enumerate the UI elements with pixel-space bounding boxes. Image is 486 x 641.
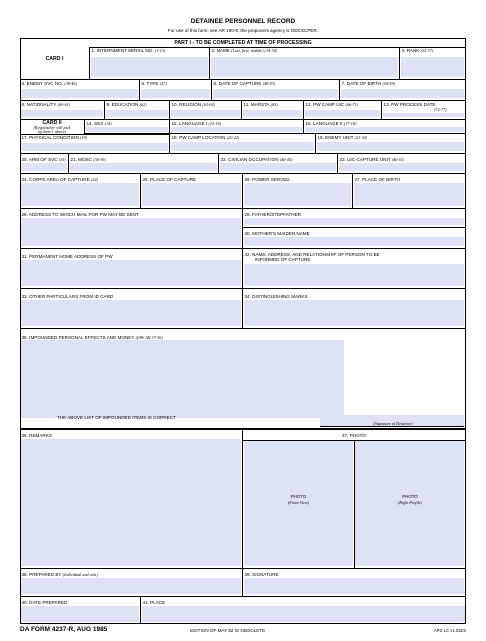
field-41[interactable] xyxy=(141,597,466,624)
field-20-label: 20. ARM OF SVC xyxy=(21,157,58,162)
field-17[interactable] xyxy=(20,134,170,154)
field-38-label: 38. PREPARED BY xyxy=(21,572,62,577)
field-37-label: 37. PHOTO xyxy=(342,433,366,438)
field-6[interactable] xyxy=(212,80,340,101)
field-35[interactable] xyxy=(20,329,466,429)
photo-right-caption: (Right Profile) xyxy=(397,499,423,505)
field-11-ref: (65) xyxy=(270,102,278,107)
card-2-note-2: up Item 1 above) xyxy=(37,128,67,134)
photo-front-label: PHOTO xyxy=(290,494,307,499)
field-22[interactable] xyxy=(219,154,338,174)
card-1-label: CARD I xyxy=(45,56,64,62)
field-23[interactable] xyxy=(338,154,466,174)
field-20-ref: (35) xyxy=(58,157,66,162)
field-25-label: 25. PLACE OF CAPTURE xyxy=(142,177,197,182)
field-27[interactable] xyxy=(353,174,466,209)
field-30-label: 30. MOTHER'S MAIDEN NAME xyxy=(244,231,310,236)
field-7-label: 7. DATE OF BIRTH xyxy=(341,81,382,86)
field-9-label: 9. EDUCATION xyxy=(106,102,139,107)
field-32-label: 32. NAME, ADDRESS, AND RELATIONSHIP OF PERSON TO BE xyxy=(244,252,380,257)
field-12-label: 12. PW CAMP UIC xyxy=(305,102,345,107)
field-1-ref: (1-13) xyxy=(154,48,166,53)
field-4-ref: (38-46) xyxy=(64,81,77,86)
field-33[interactable] xyxy=(20,289,243,329)
field-5-ref: (47) xyxy=(159,81,167,86)
field-8-label: 8. NATIONALITY xyxy=(21,102,57,107)
card-2-label: CARD II xyxy=(42,119,62,126)
field-22-ref: (40-45) xyxy=(279,157,293,162)
field-41-label: 41. PLACE xyxy=(142,600,166,605)
field-12[interactable] xyxy=(304,101,382,120)
field-15-ref: (15-16) xyxy=(208,121,222,126)
field-14-ref: (14) xyxy=(104,121,112,126)
field-13[interactable] xyxy=(382,101,466,120)
field-21-label: 21. MOSC xyxy=(70,157,92,162)
field-13-ref: (72-77) xyxy=(434,107,447,112)
field-20[interactable] xyxy=(20,154,69,174)
field-17-ref: (19) xyxy=(80,135,88,140)
version-note: APD LC v1.01ES xyxy=(433,628,466,633)
field-7[interactable] xyxy=(340,80,466,101)
field-10-label: 10. RELIGION xyxy=(171,102,202,107)
field-39-label: 39. SIGNATURE xyxy=(244,572,279,577)
field-11[interactable] xyxy=(242,101,304,120)
field-22-label: 22. CIVILIAN OCCUPATION xyxy=(220,157,279,162)
field-1-label: 1. INTERNMENT SERIAL NO. xyxy=(91,48,154,53)
field-4-label: 4. ENEMY SVC NO. xyxy=(21,81,64,86)
field-8-ref: (60-61) xyxy=(57,102,71,107)
field-8[interactable] xyxy=(20,101,105,120)
field-12-ref: (66-71) xyxy=(345,102,359,107)
field-6-ref: (48-53) xyxy=(262,81,276,86)
photo-right-label: PHOTO xyxy=(402,494,418,499)
field-3-ref: (35-37) xyxy=(420,48,434,53)
form-number: DA FORM 4237-R, AUG 1985 xyxy=(20,626,108,633)
field-17-label: 17. PHYSICAL CONDITION xyxy=(21,135,79,140)
form-page xyxy=(20,14,466,634)
field-24-label: 24. CORPS AREA OF CAPTURE xyxy=(21,177,90,182)
field-3[interactable] xyxy=(400,47,466,80)
field-23-label: 23. UIC-CAPTURE UNIT xyxy=(339,157,391,162)
field-16-ref: (17-18) xyxy=(343,121,357,126)
field-31[interactable] xyxy=(20,249,243,289)
field-32[interactable] xyxy=(243,249,466,289)
field-14-label: 14. SEX xyxy=(86,121,104,126)
field-37 xyxy=(243,429,466,569)
edition-note: EDITION OF MAY 82 IS OBSOLETE xyxy=(190,628,266,633)
field-13-label: 13. PW PROCESS DATE xyxy=(383,102,436,107)
field-15[interactable] xyxy=(170,120,304,134)
form-subtitle: For use of this form, see AR 190-8; the proponent agency is ODCSCPER. xyxy=(167,28,319,33)
field-10[interactable] xyxy=(170,101,242,120)
field-4[interactable] xyxy=(20,80,140,101)
field-16-label: 16. LANGUAGE II xyxy=(305,121,343,126)
field-38[interactable] xyxy=(20,569,243,597)
field-15-label: 15. LANGUAGE I xyxy=(171,121,208,126)
part-header: PART I - TO BE COMPLETED AT TIME OF PROCESSING xyxy=(174,40,312,46)
form-title: DETAINEE PERSONNEL RECORD xyxy=(190,18,296,25)
field-18-label: 18. PW CAMP LOCATION xyxy=(171,135,226,140)
field-14[interactable] xyxy=(85,120,170,134)
field-29[interactable] xyxy=(243,209,466,228)
card-2-note-1: (Keypuncher will pick xyxy=(33,124,71,130)
field-28[interactable] xyxy=(20,209,243,249)
field-24[interactable] xyxy=(20,174,141,209)
field-21[interactable] xyxy=(69,154,219,174)
field-7-ref: (54-59) xyxy=(382,81,395,86)
field-6-label: 6. DATE OF CAPTURE xyxy=(213,81,262,86)
field-38-ref: (Individual and unit) xyxy=(62,572,98,577)
field-10-ref: (63-64) xyxy=(202,102,215,107)
field-33-label: 33. OTHER PARTICULARS FROM ID CARD xyxy=(21,294,114,299)
card-2-cell xyxy=(20,120,85,134)
field-26[interactable] xyxy=(243,174,353,209)
photo-front-caption: (Front View) xyxy=(287,499,310,505)
field-36-label: 36. REMARKS xyxy=(21,433,52,438)
field-18[interactable] xyxy=(170,134,316,154)
card-1-cell xyxy=(20,47,90,80)
field-32-label-2: INFORMED OF CAPTURE xyxy=(255,257,311,262)
field-31-label: 31. PERMANENT HOME ADDRESS OF PW xyxy=(21,254,113,259)
field-9-ref: (62) xyxy=(139,102,147,107)
field-1[interactable] xyxy=(90,47,210,80)
field-35-ref: (IAW AR 37-36) xyxy=(135,335,163,340)
field-40-label: 40. DATE PREPARED xyxy=(21,600,68,605)
detainee-signature-caption: (Signature of Detainee) xyxy=(373,421,413,426)
field-3-label: 3. RANK xyxy=(401,48,420,53)
field-23-ref: (46-51) xyxy=(391,157,405,162)
impounded-statement: THE ABOVE LIST OF IMPOUNDED ITEMS IS CORRECT xyxy=(57,415,176,420)
field-28-label: 28. ADDRESS TO WHICH MAIL FOR PW MAY BE SENT xyxy=(21,212,139,217)
field-18-ref: (20-22) xyxy=(226,135,240,140)
field-19[interactable] xyxy=(316,134,466,154)
field-2-label: 2. NAME xyxy=(211,48,230,53)
field-21-ref: (36-39) xyxy=(93,157,106,162)
field-9[interactable] xyxy=(105,101,170,120)
field-2[interactable] xyxy=(210,47,400,80)
field-39[interactable] xyxy=(243,569,466,597)
field-11-label: 11. MARSTA xyxy=(243,102,270,107)
field-34[interactable] xyxy=(243,289,466,329)
field-40[interactable] xyxy=(20,597,141,624)
field-19-ref: (23-34) xyxy=(354,135,368,140)
field-19-label: 19. ENEMY UNIT xyxy=(317,135,354,140)
field-29-label: 29. FATHER/STEPFATHER xyxy=(244,212,301,217)
field-24-ref: (52) xyxy=(90,177,98,182)
field-30[interactable] xyxy=(243,228,466,249)
field-25[interactable] xyxy=(141,174,243,209)
field-5-label: 5. TYPE xyxy=(141,81,159,86)
field-16[interactable] xyxy=(304,120,466,134)
field-5[interactable] xyxy=(140,80,212,101)
field-2-ref: (Last, first, middle) (14-34) xyxy=(231,48,278,53)
field-26-label: 26. POWER SERVED xyxy=(244,177,290,182)
field-34-label: 34. DISTINGUISHING MARKS xyxy=(244,294,308,299)
field-35-label: 35. IMPOUNDED PERSONAL EFFECTS AND MONEY xyxy=(21,335,135,340)
field-36[interactable] xyxy=(20,429,243,569)
field-27-label: 27. PLACE OF BIRTH xyxy=(354,177,400,182)
